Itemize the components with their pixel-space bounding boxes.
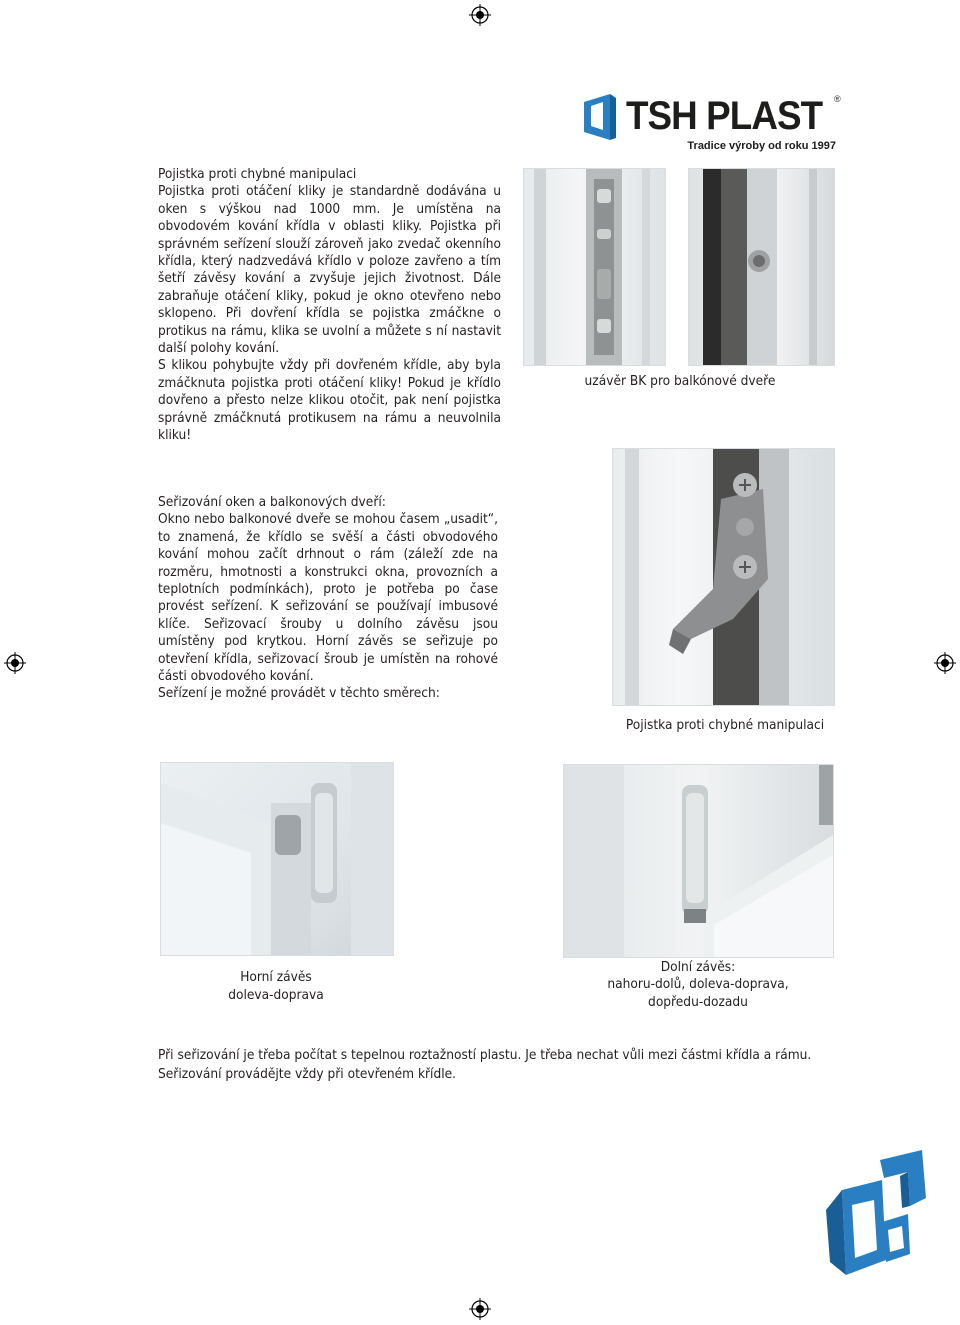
lower-hinge-caption-directions-2: dopředu-dozadu (648, 994, 748, 1010)
upper-hinge-caption-directions: doleva-doprava (228, 987, 324, 1003)
upper-hinge-photo (160, 762, 394, 956)
bk-lock-photo-right (688, 168, 835, 366)
logo-wordmark: TSH PLAST (626, 94, 823, 138)
safety-lock-section (158, 166, 501, 445)
logo-registered-mark: ® (834, 94, 841, 104)
section-paragraph: S klikou pohybujte vždy při dovřeném křídle, aby byla zmáčknuta pojistka proti otáčení kliky! Pokud je křídlo dovřeno a přesto nelze klikou otočit, pak není pojistka správně zmáčknutá protikusem na rámu a neuvolnila kliku! (158, 357, 501, 444)
section-paragraph: Seřízení je možné provádět v těchto směrech: (158, 685, 440, 702)
adjustment-section (158, 494, 498, 703)
section-paragraph: Okno nebo balkonové dveře se mohou časem „usadit“, to znamená, že křídlo se svěší a části obvodového kování mohou začít drhnout o rám (záleží zde na rozměru, hmotnosti a konstrukci okna, provozních a teplotních podmínkách), proto je potřeba po čase provést seřízení. K seřizování se používají imbusové klíče. Seřizovací šrouby u dolního závěsu jsou umístěny pod krytkou. Horní závěs se seřizuje po otevření křídla, seřizovací šroub je umístěn na rohové části obvodového kování. (158, 511, 498, 685)
safety-lock-caption: Pojistka proti chybné manipulaci (625, 717, 825, 733)
footer-note (158, 1046, 858, 1084)
section-paragraph: Pojistka proti otáčení kliky je standardně dodávána u oken s výškou nad 1000 mm. Je umístěna na obvodovém kování křídla v oblasti kliky. Pojistka při správném seřízení slouží zároveň jako zvedač okenního křídla, který nadzvedává křídlo v poloze zavřeno a tím šetří závěsy kování a zvyšuje jejich životnost. Dále zabraňuje otáčení kliky, pokud je okno otevřeno nebo sklopeno. Při dovření křídla se pojistka zmáčkne o protikus na rámu, klika se uvolní a můžete s ní nastavit další polohy kování. (158, 183, 501, 357)
lower-hinge-caption-title: Dolní závěs: (660, 959, 736, 975)
lower-hinge-caption-directions-1: nahoru-dolů, doleva-doprava, (607, 976, 789, 992)
footer-line: Při seřizování je třeba počítat s tepelnou roztažností plastu. Je třeba nechat vůli mezi částmi křídla a rámu. (158, 1047, 812, 1063)
tsh-window-logo-icon (582, 92, 622, 142)
upper-hinge-caption-title: Horní závěs (240, 969, 312, 985)
logo-tagline: Tradice výroby od roku 1997 (687, 140, 836, 152)
bk-lock-photo-left (523, 168, 666, 366)
bk-lock-caption: uzávěr BK pro balkónové dveře (584, 373, 776, 389)
registration-mark-icon (469, 4, 491, 26)
registration-mark-icon (934, 652, 956, 674)
safety-lock-photo (612, 448, 835, 706)
section-title: Seřizování oken a balkonových dveří: (158, 494, 386, 510)
lower-hinge-photo (563, 764, 834, 958)
decorative-brand-mark-icon (822, 1150, 932, 1280)
registration-mark-icon (469, 1298, 491, 1320)
footer-line: Seřizování provádějte vždy při otevřeném křídle. (158, 1066, 457, 1082)
registration-mark-icon (4, 652, 26, 674)
section-title: Pojistka proti chybné manipulaci (158, 166, 357, 182)
brand-logo (582, 90, 844, 156)
